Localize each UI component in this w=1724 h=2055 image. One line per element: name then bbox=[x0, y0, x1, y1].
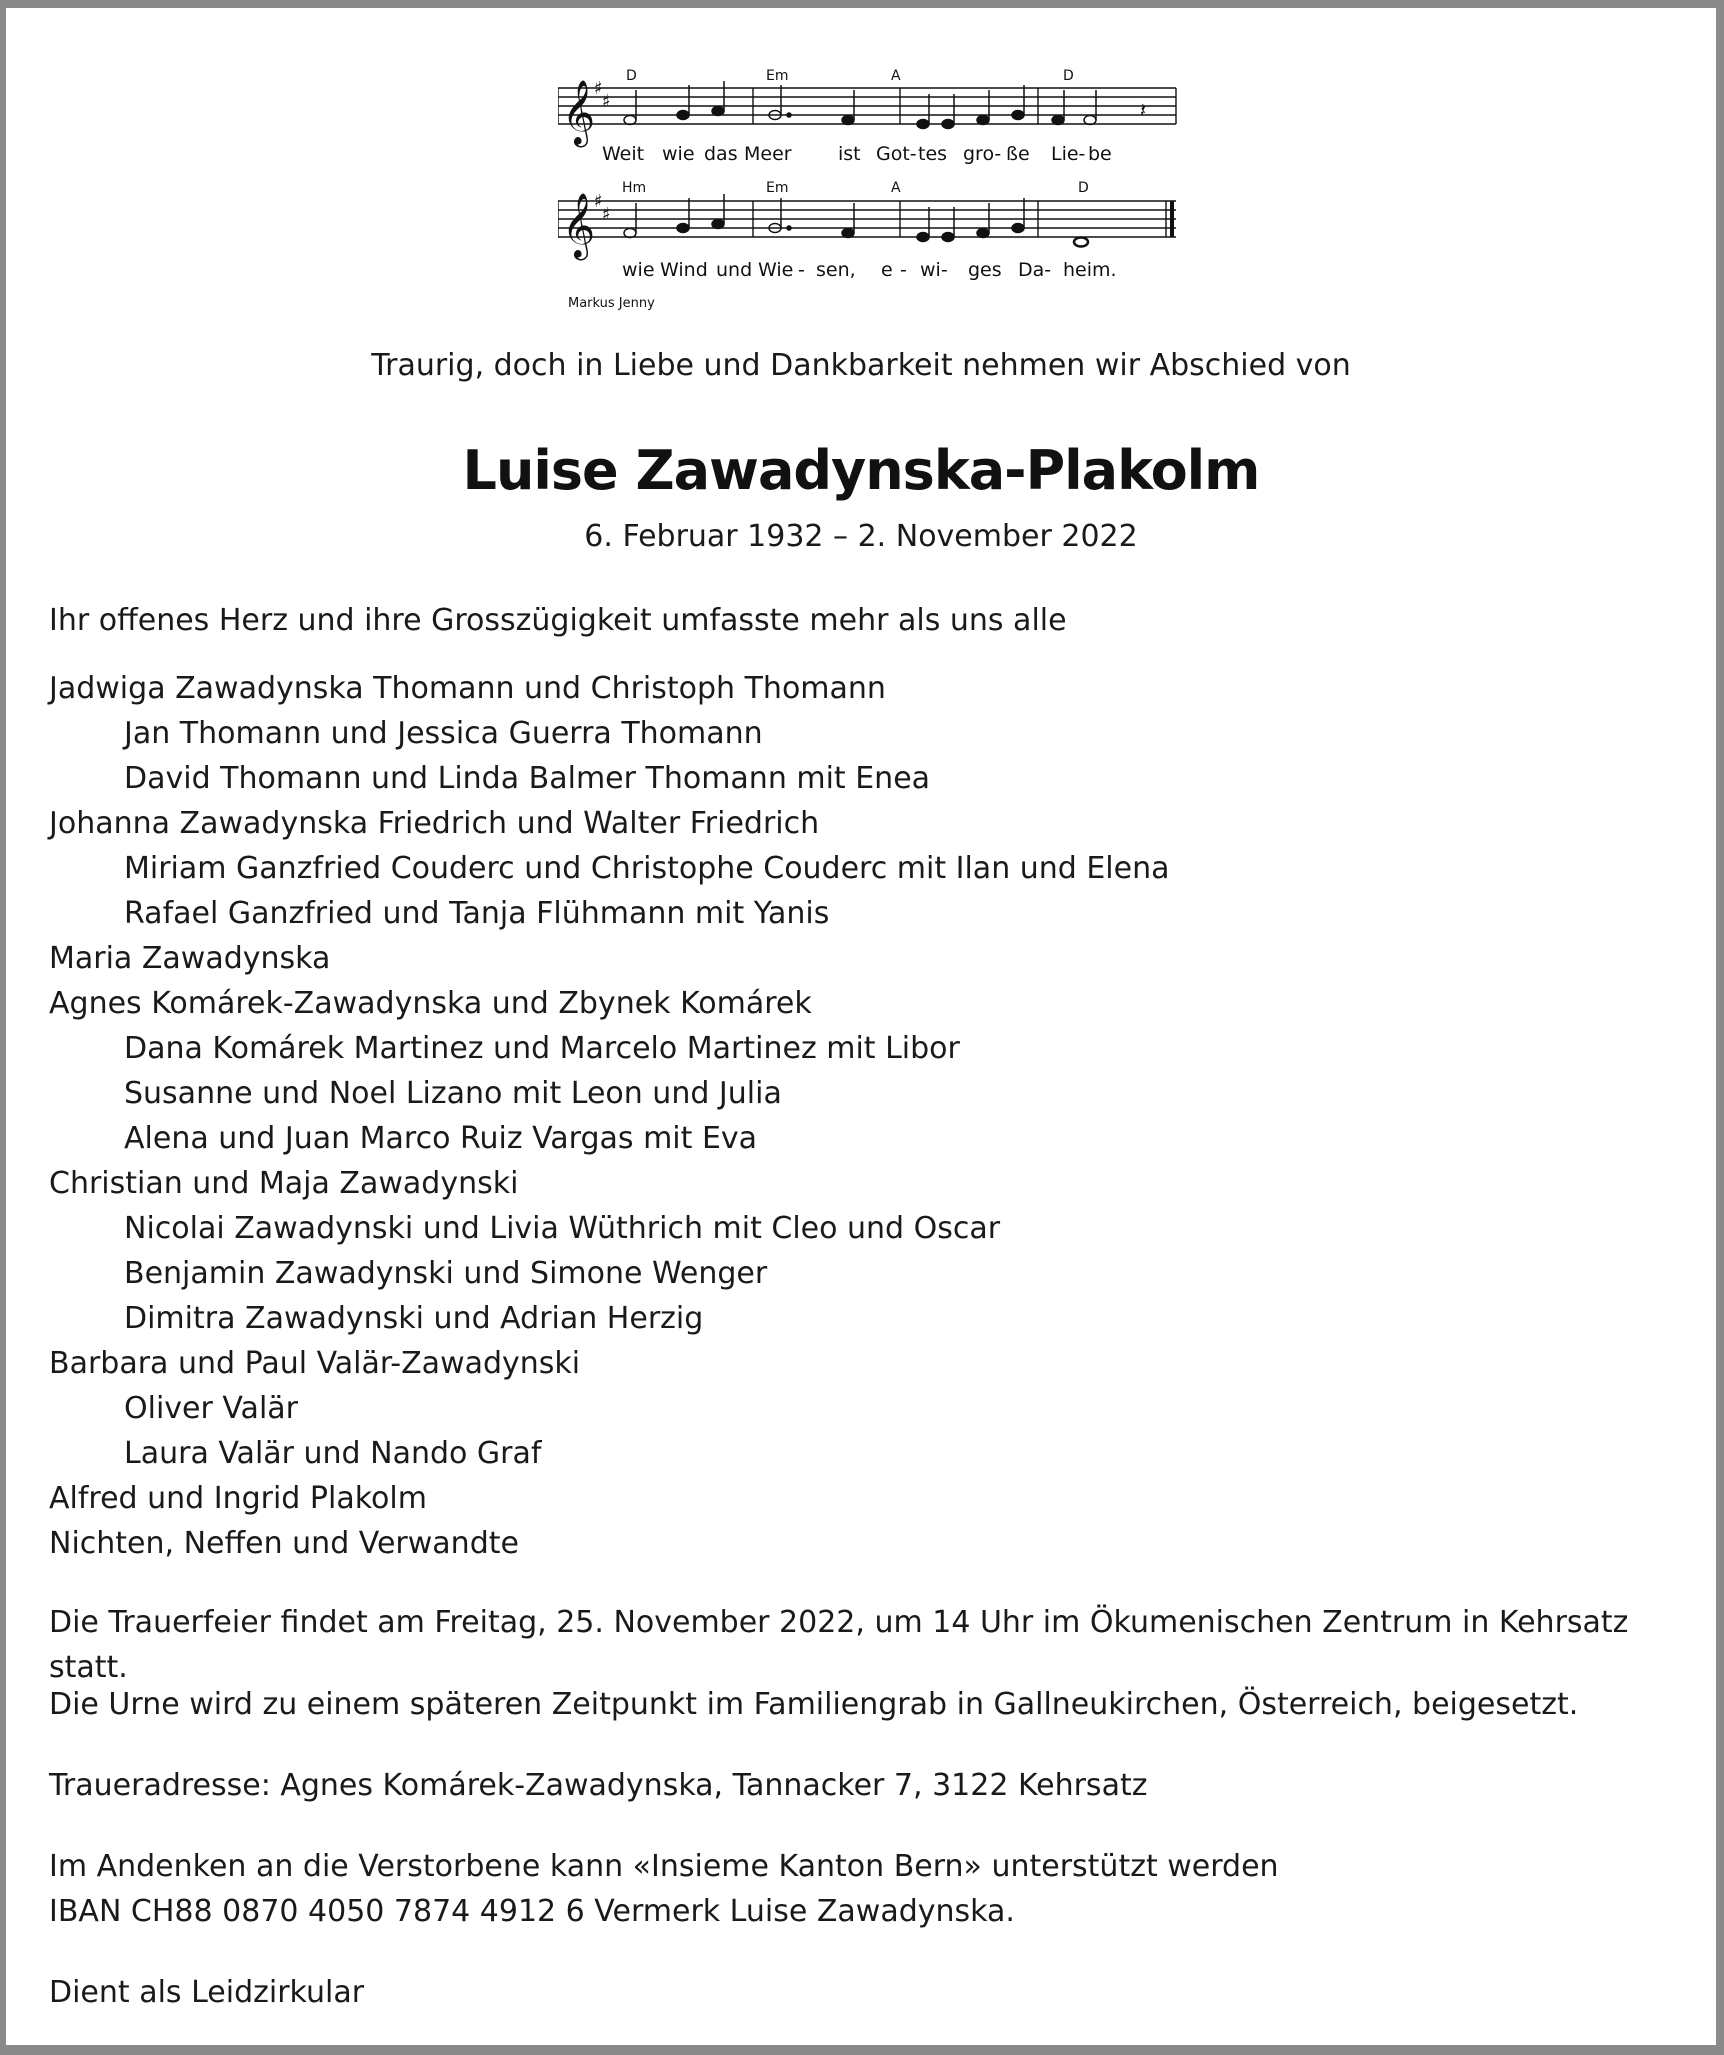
sharp-icon: ♯ bbox=[594, 78, 603, 99]
composer-credit: Markus Jenny bbox=[568, 296, 655, 311]
lyric-word: heim. bbox=[1063, 259, 1117, 281]
donation-line: Im Andenken an die Verstorbene kann «Insieme Kanton Bern» unterstützt werden bbox=[49, 1849, 1279, 1884]
intro-line: Traurig, doch in Liebe und Dankbarkeit nehmen wir Abschied von bbox=[371, 348, 1351, 383]
family-member: Agnes Komárek-Zawadynska und Zbynek Komárek bbox=[49, 986, 812, 1021]
family-member: Dana Komárek Martinez und Marcelo Martinez mit Libor bbox=[124, 1031, 960, 1066]
chord-label: Hm bbox=[622, 180, 647, 196]
sheet-music bbox=[558, 53, 1198, 323]
family-member: Rafael Ganzfried und Tanja Flühmann mit Yanis bbox=[124, 896, 830, 931]
urn-info: Die Urne wird zu einem späteren Zeitpunkt im Familiengrab in Gallneukirchen, Österreich, beigesetzt. bbox=[49, 1687, 1579, 1722]
song-score bbox=[558, 53, 1198, 323]
family-member: Alena und Juan Marco Ruiz Vargas mit Eva bbox=[124, 1121, 758, 1156]
lyric-word: Meer bbox=[744, 143, 792, 165]
family-member: Maria Zawadynska bbox=[49, 941, 331, 976]
family-member: Barbara und Paul Valär-Zawadynski bbox=[49, 1346, 581, 1381]
iban-line: IBAN CH88 0870 4050 7874 4912 6 Vermerk Luise Zawadynska. bbox=[49, 1894, 1015, 1929]
svg-text:𝄽: 𝄽 bbox=[1140, 98, 1147, 122]
lyric-word: - bbox=[900, 259, 907, 281]
lyric-word: Da- bbox=[1018, 259, 1052, 281]
lyric-word: Got- bbox=[876, 143, 917, 165]
tagline: Ihr offenes Herz und ihre Grosszügigkeit umfasste mehr als uns alle bbox=[49, 603, 1067, 638]
lyric-word: und bbox=[716, 259, 753, 281]
family-member: Jadwiga Zawadynska Thomann und Christoph Thomann bbox=[49, 671, 886, 706]
closing-note: Dient als Leidzirkular bbox=[49, 1975, 365, 2010]
treble-clef-icon: 𝄞 bbox=[562, 193, 596, 258]
lyric-word: wie bbox=[622, 259, 655, 281]
lyric-word: be bbox=[1088, 143, 1112, 165]
lyric-word: ges bbox=[968, 259, 1002, 281]
family-member: Nicolai Zawadynski und Livia Wüthrich mit Cleo und Oscar bbox=[124, 1211, 1001, 1246]
family-member: Oliver Valär bbox=[124, 1391, 298, 1426]
service-info: Die Trauerfeier findet am Freitag, 25. November 2022, um 14 Uhr im Ökumenischen Zentrum in Kehrsatz statt. bbox=[49, 1605, 1629, 1685]
lyric-word: e bbox=[881, 259, 893, 281]
sharp-icon: ♯ bbox=[602, 204, 611, 225]
lyric-word: Wind bbox=[660, 259, 708, 281]
family-member: David Thomann und Linda Balmer Thomann mit Enea bbox=[124, 761, 931, 796]
notes-line-2 bbox=[624, 194, 1088, 247]
lyric-word: ße bbox=[1006, 143, 1030, 165]
chord-label: D bbox=[1078, 180, 1089, 196]
lyric-word: Lie- bbox=[1051, 143, 1086, 165]
family-member: Johanna Zawadynska Friedrich und Walter Friedrich bbox=[49, 806, 820, 841]
family-member: Dimitra Zawadynski und Adrian Herzig bbox=[124, 1301, 704, 1336]
life-dates: 6. Februar 1932 – 2. November 2022 bbox=[584, 519, 1138, 554]
lyric-word: Wie bbox=[758, 259, 794, 281]
family-member: Christian und Maja Zawadynski bbox=[49, 1166, 519, 1201]
sharp-icon: ♯ bbox=[594, 191, 603, 212]
family-member: Susanne und Noel Lizano mit Leon und Julia bbox=[124, 1076, 782, 1111]
treble-clef-icon: 𝄞 bbox=[562, 80, 596, 145]
lyric-word: ist bbox=[838, 143, 861, 165]
lyric-word: wi- bbox=[920, 259, 948, 281]
chord-label: D bbox=[1063, 68, 1074, 84]
lyric-word: Weit bbox=[602, 143, 645, 165]
mourning-address: Traueradresse: Agnes Komárek-Zawadynska, Tannacker 7, 3122 Kehrsatz bbox=[49, 1768, 1148, 1803]
chord-label: D bbox=[626, 68, 637, 84]
family-member: Benjamin Zawadynski und Simone Wenger bbox=[124, 1256, 768, 1291]
sharp-icon: ♯ bbox=[602, 91, 611, 112]
lyric-word: tes bbox=[918, 143, 948, 165]
lyric-word: gro- bbox=[963, 143, 1002, 165]
deceased-name: Luise Zawadynska-Plakolm bbox=[462, 439, 1260, 502]
lyric-word: - bbox=[798, 259, 805, 281]
lyric-word: wie bbox=[662, 143, 695, 165]
donation-info bbox=[49, 1844, 1676, 1934]
family-list bbox=[49, 666, 1676, 1566]
family-member: Alfred und Ingrid Plakolm bbox=[49, 1481, 427, 1516]
family-member: Miriam Ganzfried Couderc und Christophe Couderc mit Ilan und Elena bbox=[124, 851, 1170, 886]
chord-label: Em bbox=[766, 68, 789, 84]
chord-label: Em bbox=[766, 180, 789, 196]
lyric-word: das bbox=[704, 143, 738, 165]
lyric-word: sen, bbox=[816, 259, 856, 281]
obituary-page bbox=[6, 8, 1716, 2045]
chord-label: A bbox=[891, 68, 901, 84]
family-member: Laura Valär und Nando Graf bbox=[124, 1436, 542, 1471]
family-member: Nichten, Neffen und Verwandte bbox=[49, 1526, 519, 1561]
family-member: Jan Thomann und Jessica Guerra Thomann bbox=[124, 716, 763, 751]
chord-label: A bbox=[891, 180, 901, 196]
